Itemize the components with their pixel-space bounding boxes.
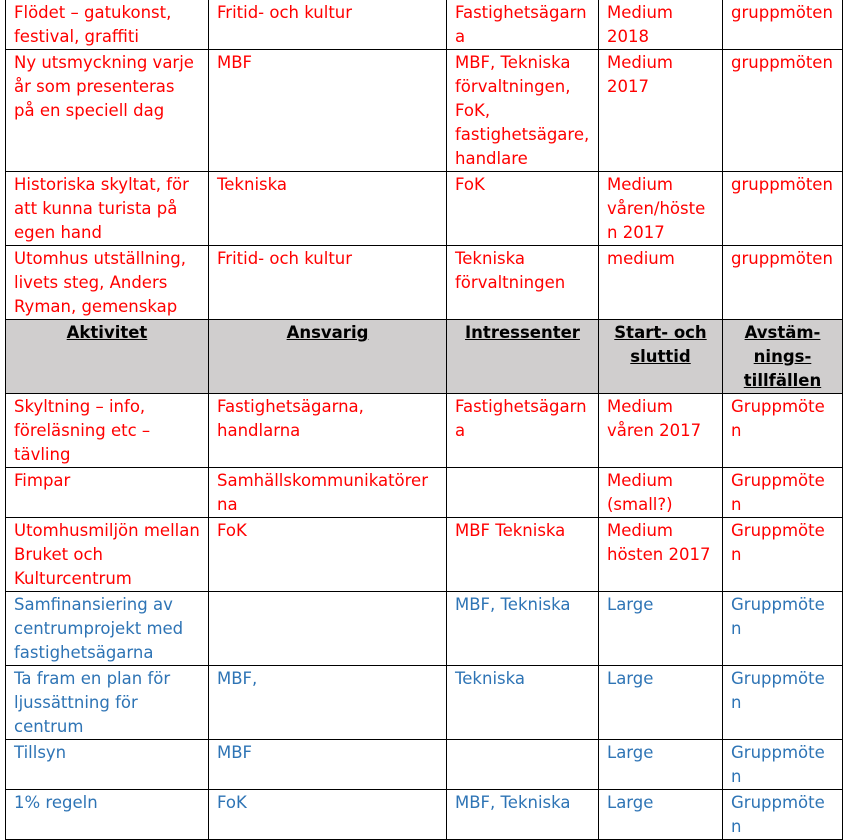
header-aktivitet: Aktivitet — [6, 320, 209, 394]
cell-ansvarig: Samhällskommunikatörerna — [209, 468, 447, 518]
cell-ansvarig: MBF — [209, 740, 447, 790]
cell-tid: Medium 2017 — [599, 50, 723, 172]
cell-ansvarig: Fritid- och kultur — [209, 0, 447, 50]
header-intressenter: Intressenter — [447, 320, 599, 394]
cell-avstamning: Gruppmöten — [723, 592, 843, 666]
cell-intressenter: Tekniska förvaltningen — [447, 246, 599, 320]
cell-intressenter: MBF, Tekniska — [447, 592, 599, 666]
cell-avstamning: Gruppmöten — [723, 666, 843, 740]
cell-tid: Medium hösten 2017 — [599, 518, 723, 592]
cell-tid: Large — [599, 790, 723, 840]
cell-intressenter: Fastighetsägarna — [447, 0, 599, 50]
cell-tid: medium — [599, 246, 723, 320]
table-row — [6, 790, 843, 840]
table-row — [6, 518, 843, 592]
cell-avstamning: Gruppmöten — [723, 468, 843, 518]
cell-intressenter — [447, 468, 599, 518]
header-avstamning: Avstäm-nings-tillfällen — [723, 320, 843, 394]
table-row — [6, 394, 843, 468]
cell-intressenter: FoK — [447, 172, 599, 246]
table-header-row — [6, 320, 843, 394]
cell-tid: Large — [599, 666, 723, 740]
cell-aktivitet: 1% regeln — [6, 790, 209, 840]
cell-tid: Medium våren 2017 — [599, 394, 723, 468]
table-row — [6, 246, 843, 320]
cell-aktivitet: Fimpar — [6, 468, 209, 518]
cell-ansvarig: FoK — [209, 790, 447, 840]
cell-tid: Large — [599, 740, 723, 790]
cell-aktivitet: Historiska skyltat, för att kunna turista på egen hand — [6, 172, 209, 246]
cell-ansvarig: FoK — [209, 518, 447, 592]
cell-tid: Large — [599, 592, 723, 666]
cell-aktivitet: Samfinansiering av centrumprojekt med fastighetsägarna — [6, 592, 209, 666]
cell-tid: Medium 2018 — [599, 0, 723, 50]
cell-ansvarig: Fritid- och kultur — [209, 246, 447, 320]
table-row — [6, 666, 843, 740]
cell-avstamning: Gruppmöten — [723, 518, 843, 592]
cell-avstamning: Gruppmöten — [723, 394, 843, 468]
cell-ansvarig: MBF, — [209, 666, 447, 740]
cell-aktivitet: Ny utsmyckning varje år som presenteras på en speciell dag — [6, 50, 209, 172]
table-row — [6, 468, 843, 518]
cell-avstamning: gruppmöten — [723, 246, 843, 320]
cell-intressenter: Fastighetsägarna — [447, 394, 599, 468]
cell-avstamning: gruppmöten — [723, 0, 843, 50]
cell-intressenter: MBF, Tekniska förvaltningen, FoK, fastighetsägare, handlare — [447, 50, 599, 172]
cell-ansvarig: MBF — [209, 50, 447, 172]
cell-aktivitet: Flödet – gatukonst, festival, graffiti — [6, 0, 209, 50]
cell-ansvarig: Tekniska — [209, 172, 447, 246]
cell-avstamning: Gruppmöten — [723, 740, 843, 790]
cell-aktivitet: Skyltning – info, föreläsning etc – tävling — [6, 394, 209, 468]
cell-intressenter: Tekniska — [447, 666, 599, 740]
table-row — [6, 172, 843, 246]
table-row — [6, 592, 843, 666]
cell-intressenter: MBF, Tekniska — [447, 790, 599, 840]
header-tid: Start- och sluttid — [599, 320, 723, 394]
activity-table — [5, 0, 843, 840]
table-row — [6, 50, 843, 172]
header-ansvarig: Ansvarig — [209, 320, 447, 394]
cell-ansvarig — [209, 592, 447, 666]
cell-intressenter: MBF Tekniska — [447, 518, 599, 592]
cell-tid: Medium (small?) — [599, 468, 723, 518]
cell-aktivitet: Ta fram en plan för ljussättning för centrum — [6, 666, 209, 740]
table-row — [6, 0, 843, 50]
cell-avstamning: gruppmöten — [723, 50, 843, 172]
cell-intressenter — [447, 740, 599, 790]
cell-avstamning: gruppmöten — [723, 172, 843, 246]
cell-ansvarig: Fastighetsägarna, handlarna — [209, 394, 447, 468]
cell-tid: Medium våren/hösten 2017 — [599, 172, 723, 246]
table-row — [6, 740, 843, 790]
cell-aktivitet: Utomhus utställning, livets steg, Anders Ryman, gemenskap — [6, 246, 209, 320]
cell-aktivitet: Utomhusmiljön mellan Bruket och Kulturcentrum — [6, 518, 209, 592]
cell-avstamning: Gruppmöten — [723, 790, 843, 840]
cell-aktivitet: Tillsyn — [6, 740, 209, 790]
